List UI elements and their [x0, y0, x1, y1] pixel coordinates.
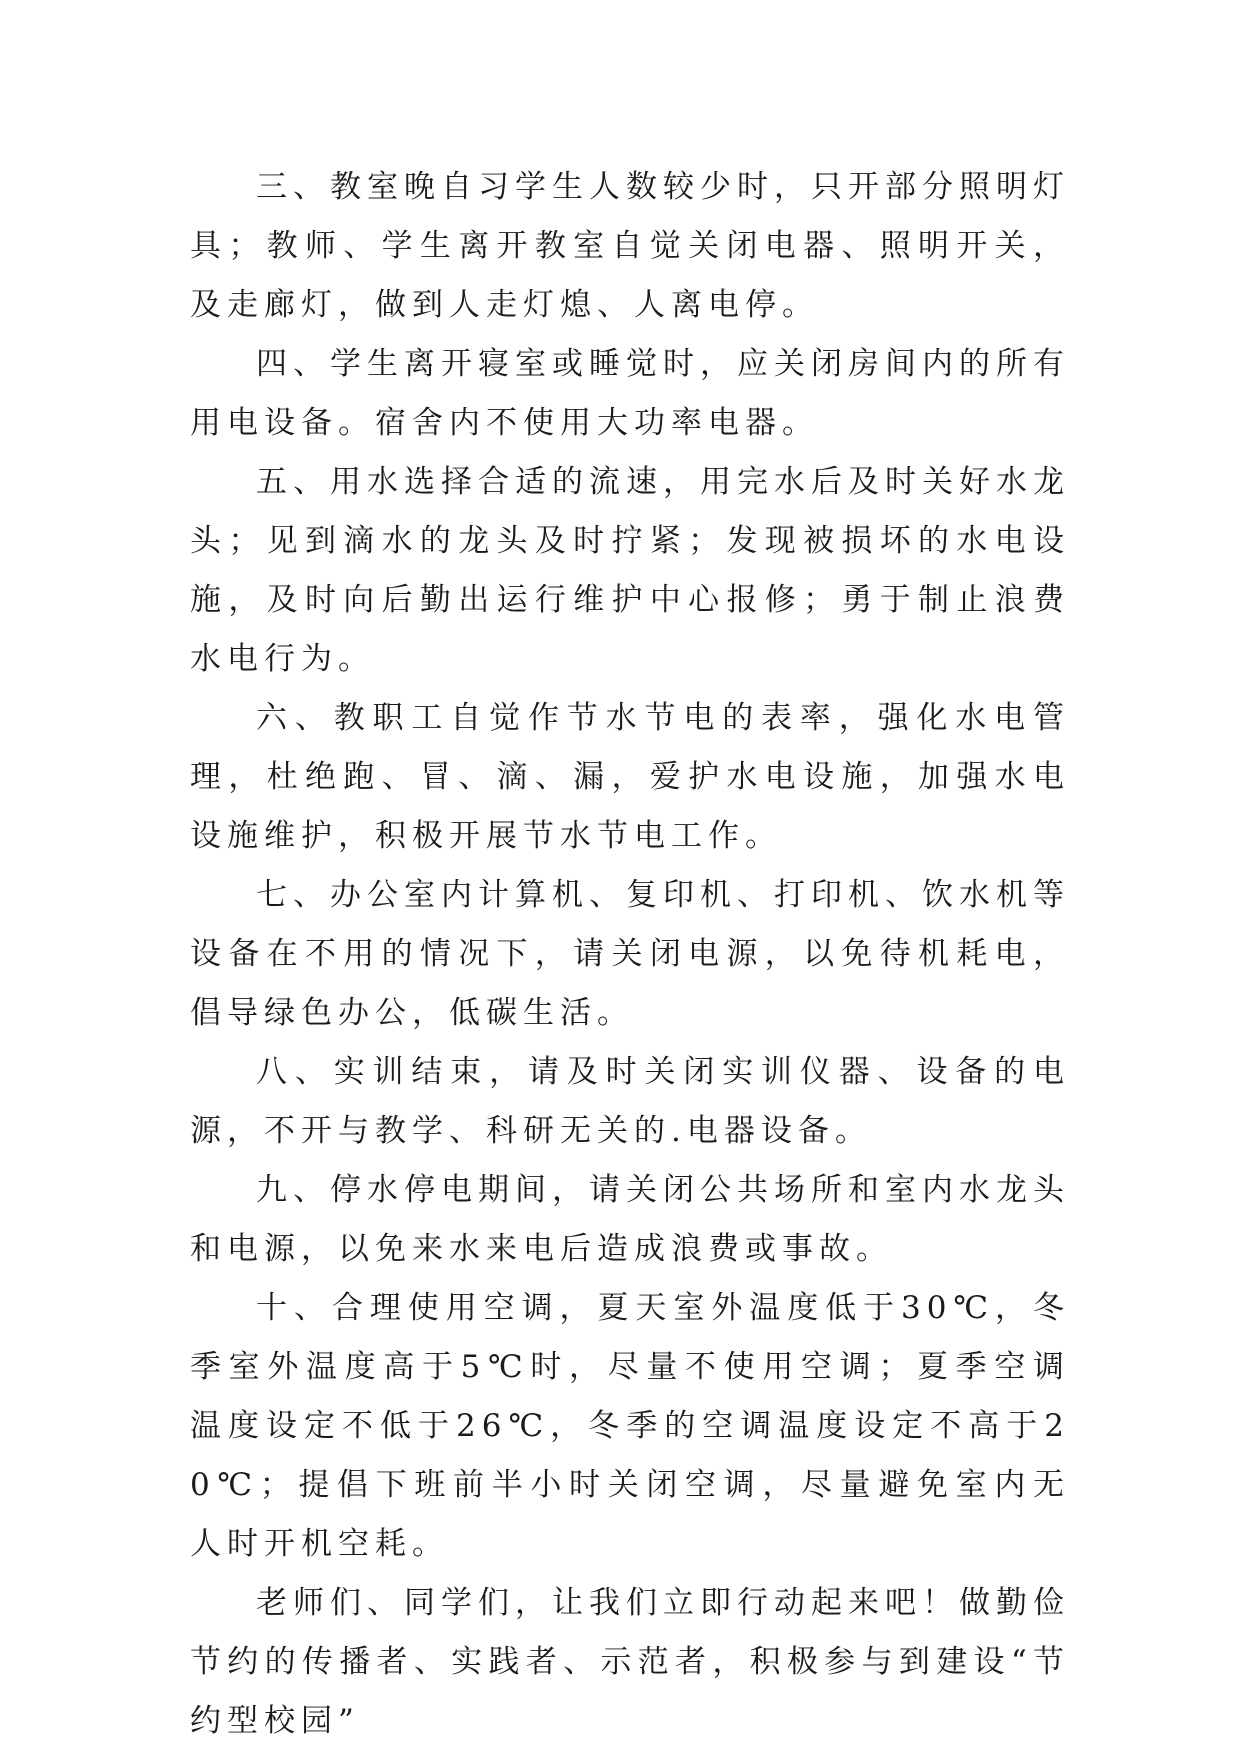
paragraph-item-8: 八、实训结束，请及时关闭实训仪器、设备的电源，不开与教学、科研无关的.电器设备。	[190, 1054, 1070, 1149]
paragraph-item-6: 六、教职工自觉作节水节电的表率，强化水电管理，杜绝跑、冒、滴、漏，爱护水电设施，加强水电设施维护，积极开展节水节电工作。	[190, 700, 1070, 854]
paragraph-item-4: 四、学生离开寝室或睡觉时，应关闭房间内的所有用电设备。宿舍内不使用大功率电器。	[190, 346, 1070, 441]
paragraph-item-9: 九、停水停电期间，请关闭公共场所和室内水龙头和电源，以免来水来电后造成浪费或事故。	[190, 1172, 1070, 1267]
paragraph-item-10: 十、合理使用空调，夏天室外温度低于30℃，冬季室外温度高于5℃时，尽量不使用空调；夏季空调温度设定不低于26℃，冬季的空调温度设定不高于20℃；提倡下班前半小时关闭空调，尽量避免室内无人时开机空耗。	[190, 1290, 1070, 1562]
document-body	[190, 158, 1070, 1751]
paragraph-item-3: 三、教室晚自习学生人数较少时，只开部分照明灯具；教师、学生离开教室自觉关闭电器、照明开关，及走廊灯，做到人走灯熄、人离电停。	[190, 169, 1070, 323]
paragraph-item-5: 五、用水选择合适的流速，用完水后及时关好水龙头；见到滴水的龙头及时拧紧；发现被损坏的水电设施，及时向后勤出运行维护中心报修；勇于制止浪费水电行为。	[190, 464, 1070, 677]
paragraph-closing: 老师们、同学们，让我们立即行动起来吧！做勤俭节约的传播者、实践者、示范者，积极参与到建设“节约型校园”	[190, 1585, 1070, 1739]
paragraph-item-7: 七、办公室内计算机、复印机、打印机、饮水机等设备在不用的情况下，请关闭电源，以免待机耗电，倡导绿色办公，低碳生活。	[190, 877, 1070, 1031]
